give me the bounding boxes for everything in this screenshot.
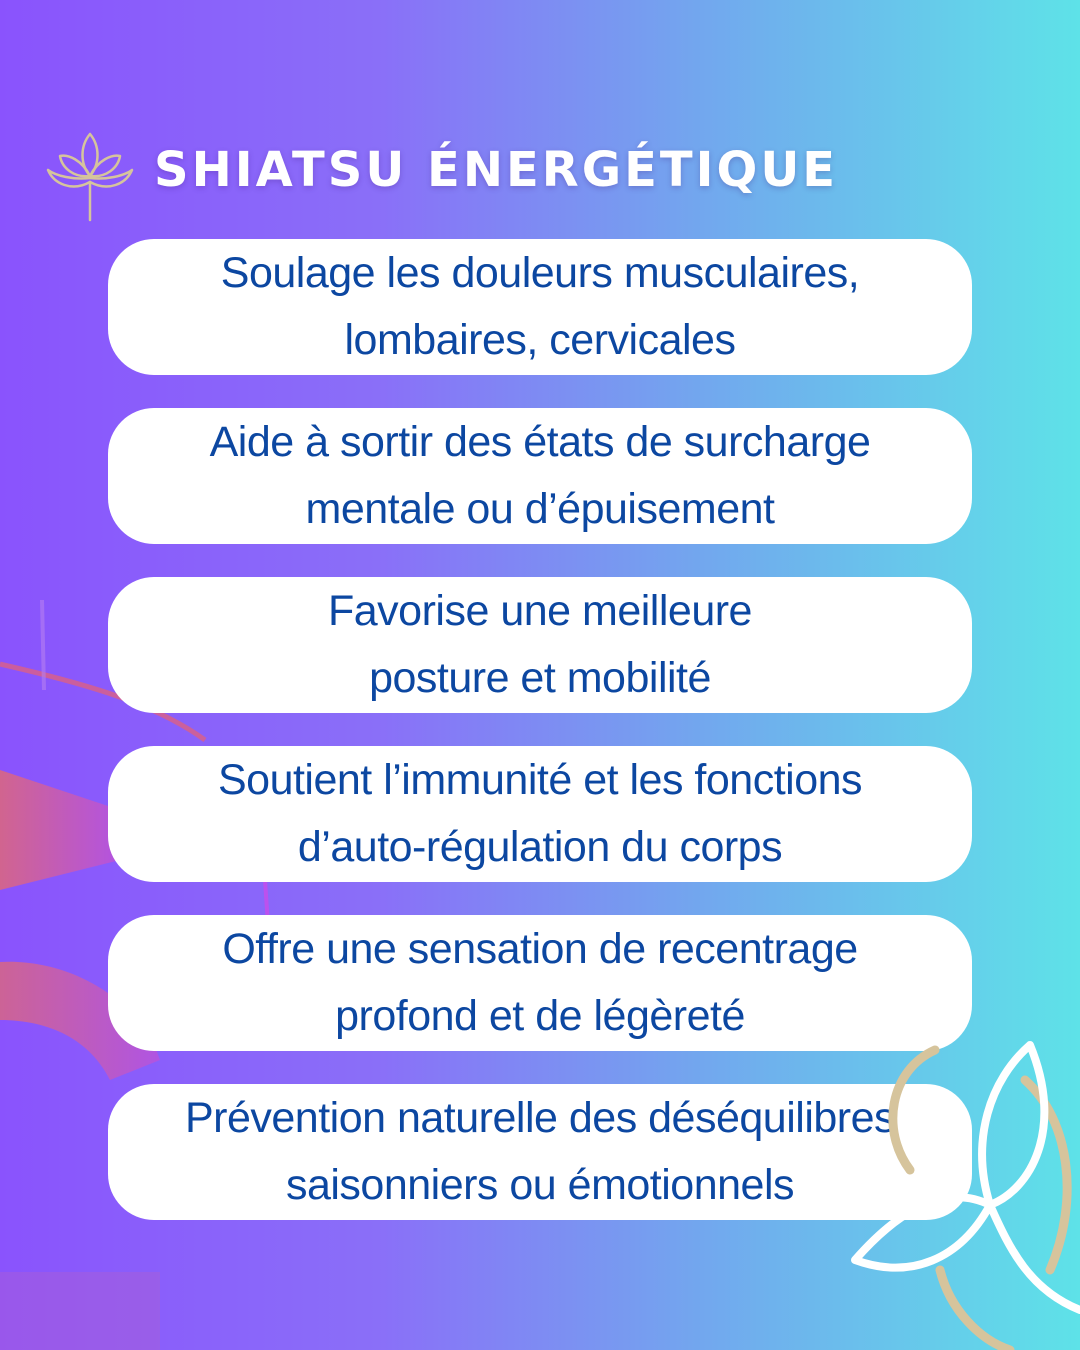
benefit-line: posture et mobilité (369, 654, 711, 702)
benefit-line: profond et de légèreté (335, 992, 745, 1040)
benefit-card (108, 408, 972, 544)
benefit-card (108, 577, 972, 713)
benefit-text (210, 409, 871, 543)
benefit-text (218, 747, 862, 881)
benefit-line: Soulage les douleurs musculaires, (220, 249, 860, 297)
benefit-line: Prévention naturelle des déséquilibres (184, 1094, 896, 1142)
lotus-petals-decoration (830, 1020, 1080, 1350)
benefit-line: Favorise une meilleure (328, 587, 752, 635)
benefit-text (185, 1085, 895, 1219)
benefit-line: Aide à sortir des états de surcharge (209, 418, 871, 466)
benefit-line: Offre une sensation de recentrage (222, 925, 858, 973)
benefit-text (328, 578, 752, 712)
benefit-line: lombaires, cervicales (344, 316, 736, 364)
page-title: SHIATSU ÉNERGÉTIQUE (154, 142, 839, 198)
lotus-icon (44, 126, 136, 222)
benefit-text (221, 240, 859, 374)
benefit-card (108, 239, 972, 375)
benefit-line: saisonniers ou émotionnels (285, 1161, 795, 1209)
benefit-line: Soutient l’immunité et les fonctions (217, 756, 863, 804)
benefit-text (222, 916, 857, 1050)
header (44, 126, 838, 222)
benefit-line: d’auto-régulation du corps (297, 823, 783, 871)
benefit-card (108, 746, 972, 882)
benefit-line: mentale ou d’épuisement (305, 485, 775, 533)
